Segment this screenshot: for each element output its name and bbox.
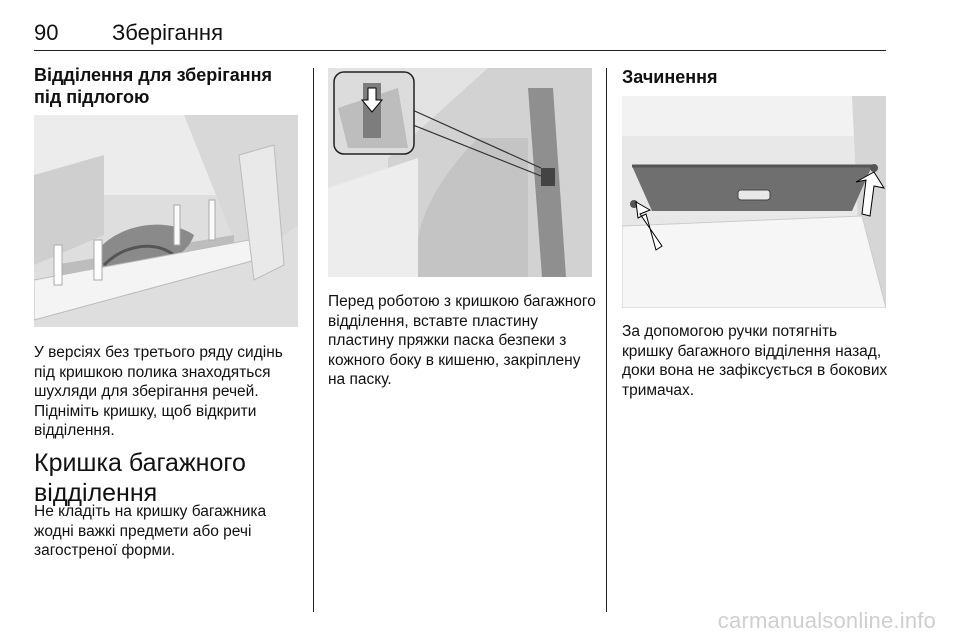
column-divider-1 xyxy=(313,68,314,612)
watermark: carmanualsonline.info xyxy=(717,608,936,633)
cargo-cover-paragraph: Не кладіть на кришку багажника жодні важкі предмети або речі загостреної форми. xyxy=(34,503,267,559)
cargo-cover-closing-illustration xyxy=(622,96,886,308)
section-title: Зберігання xyxy=(112,20,223,45)
cargo-cover-heading: Кришка багажного відділення xyxy=(34,449,246,507)
cargo-cover-closing-figure xyxy=(622,96,886,308)
underfloor-heading: Відділення для зберігання під підлогою xyxy=(34,65,273,107)
header-rule xyxy=(34,50,886,51)
underfloor-storage-figure xyxy=(34,115,298,327)
closing-paragraph: За допомогою ручки потягніть кришку багажного відділення назад, доки вона не зафіксується в бокових тримачах. xyxy=(622,323,888,399)
buckle-paragraph: Перед роботою з кришкою багажного відділення, вставте пластину пластину пряжки паска безпеки з кожного боку в кишеню, закріплену на паску. xyxy=(328,293,596,388)
page-number: 90 xyxy=(34,20,59,45)
closing-heading: Зачинення xyxy=(622,67,718,87)
column-divider-2 xyxy=(606,68,607,612)
underfloor-paragraph: У версіях без третього ряду сидінь під кришкою полика знаходяться шухляди для зберігання речей. Підніміть кришку, щоб відкрити відділення. xyxy=(34,344,283,439)
belt-buckle-figure xyxy=(328,68,592,277)
underfloor-storage-illustration xyxy=(34,115,298,327)
belt-buckle-illustration xyxy=(328,68,592,277)
